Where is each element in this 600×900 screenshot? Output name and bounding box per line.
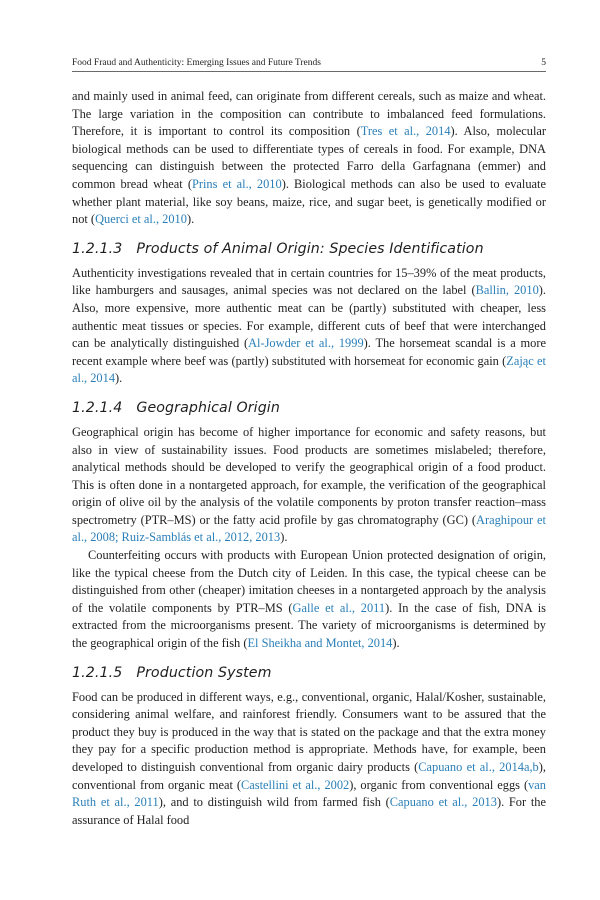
section-number: 1.2.1.5 <box>72 664 123 681</box>
citation-link[interactable]: Capuano et al., 2013 <box>389 795 497 810</box>
citation-link[interactable]: Zając et al., 2014 <box>72 353 546 386</box>
section-title: Products of Animal Origin: Species Identification <box>136 240 484 257</box>
section-title: Geographical Origin <box>136 399 280 416</box>
citation-link[interactable]: El Sheikha and Montet, 2014 <box>247 636 393 651</box>
running-title: Food Fraud and Authenticity: Emerging Issues and Future Trends <box>72 58 321 68</box>
citation-link[interactable]: Prins et al., 2010 <box>191 176 282 191</box>
page-number: 5 <box>541 58 546 68</box>
citation-link[interactable]: Galle et al., 2011 <box>292 600 386 615</box>
citation-link[interactable]: Al-Jowder et al., 1999 <box>248 336 364 351</box>
book-page <box>72 58 546 829</box>
citation-link[interactable]: Capuano et al., 2014a,b <box>418 760 539 774</box>
section-number: 1.2.1.4 <box>72 399 123 416</box>
citation-link[interactable]: Castellini et al., 2002 <box>241 777 350 792</box>
section-title: Production System <box>136 664 272 681</box>
citation-link[interactable]: Ballin, 2010 <box>475 283 539 298</box>
paragraph-cereals: and mainly used in animal feed, can originate from different cereals, such as maize and wheat. The large variation in the composition can contribute to imbalanced feed formulations. Therefore, it is important to control its composition (Tres et al., 2014). Also, molecular biological methods can be used to differentiate types of cereals in food. For example, DNA sequencing can distinguish between the protected Farro della Garfagnana (emmer) and common bread wheat (Prins et al., 2010). Biological methods can also be used to evaluate whether plant material, like soy beans, maize, rice, and sugar beet, is genetically modified or not (Querci et al., 2010). <box>72 89 547 227</box>
section-heading-geographical-origin <box>72 400 546 416</box>
paragraph-species: Authenticity investigations revealed that in certain countries for 15–39% of the meat products, like hamburgers and sausages, animal species was not declared on the label (Ballin, 2010). Also, more expensive, more authentic meat can be (partly) substituted with cheaper, less authentic meat tissues or species. For example, different cuts of beef that were interchanged can be analytically distinguished (Al-Jowder et al., 1999). The horsemeat scandal is a more recent example where beef was (partly) substituted with horsemeat for economic gain (Zając et al., 2014). <box>72 265 547 386</box>
paragraph-geo-1: Geographical origin has become of higher importance for economic and safety reasons, but also in view of sustainability issues. Food products are sometimes mislabeled; therefore, analytical methods should be developed to verify the geographical origin of a food product. This is often done in a nontargeted approach, for example, the verification of the geographical origin of olive oil by the analysis of the volatile components by proton transfer reaction–mass spectrometry (PTR–MS) or the fatty acid profile by gas chromatography (GC) (Araghipour et al., 2008; Ruiz-Samblás et al., 2012, 2013). <box>72 424 546 545</box>
section-heading-production-system <box>72 665 546 681</box>
citation-link[interactable]: Querci et al., 2010 <box>95 212 187 227</box>
citation-link[interactable]: Araghipour et al., 2008; Ruiz-Samblás et al., 2012, 2013 <box>72 512 546 545</box>
section-heading-species-identification <box>72 241 546 257</box>
paragraph-production: Food can be produced in different ways, e.g., conventional, organic, Halal/Kosher, sustainable, considering animal welfare, and rainforest friendly. Consumers want to be assured that the product they buy is produced in the way that is stated on the package and that the extra money they pay for a specific production method is appropriate. Methods have, for example, been developed to distinguish conventional from organic dairy products (Capuano et al., 2014a,b), conventional from organic meat (Castellini et al., 2002), organic from conventional eggs (van Ruth et al., 2011), and to distinguish wild from farmed fish (Capuano et al., 2013). For the assurance of Halal food <box>72 689 547 827</box>
citation-link[interactable]: van Ruth et al., 2011 <box>72 777 546 810</box>
citation-link[interactable]: Tres et al., 2014 <box>360 124 451 139</box>
running-header <box>72 58 546 72</box>
page-body <box>72 88 546 829</box>
section-number: 1.2.1.3 <box>72 240 123 257</box>
paragraph-geo-2: Counterfeiting occurs with products with European Union protected designation of origin, like the typical cheese from the Dutch city of Leiden. In this case, the typical cheese can be distinguished from other (cheaper) imitation cheeses in a nontargeted approach by the analysis of the volatile components by PTR–MS (Galle et al., 2011). In the case of fish, DNA is extracted from the microorganisms present. The variety of microorganisms is determined by the geographical origin of the fish (El Sheikha and Montet, 2014). <box>72 548 546 651</box>
